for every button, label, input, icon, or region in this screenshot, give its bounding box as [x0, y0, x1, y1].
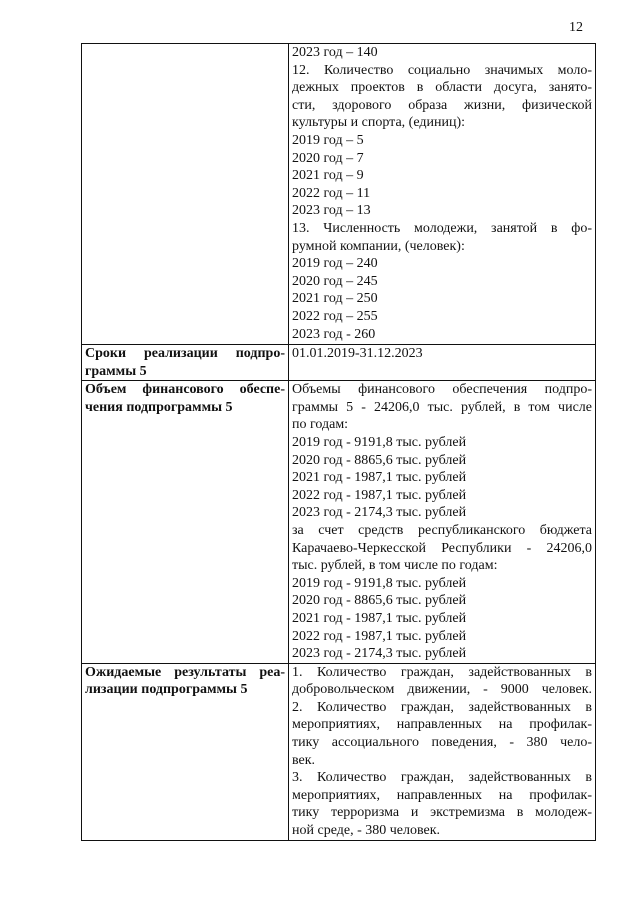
text-line: 2022 год - 1987,1 тыс. рублей: [292, 487, 467, 503]
row-label-funding: [82, 381, 289, 664]
row-value-indicators: [289, 44, 596, 345]
label-line: чения подпрограммы 5: [85, 399, 233, 415]
table-row-expected-results: [82, 663, 596, 840]
label-line: Сроки реализации подпро-: [85, 346, 285, 361]
text-line: 2023 год - 2174,3 тыс. рублей: [292, 505, 467, 521]
text-line: 13. Численность молодежи, занятой в фо-: [292, 220, 592, 236]
row-value-timeline: [289, 345, 596, 381]
text-line: за счет средств республиканского бюджета: [292, 522, 592, 538]
text-line: 2020 год – 245: [292, 273, 378, 289]
text-line: тику ассоциального поведения, - 380 чело-: [292, 735, 592, 751]
text-line: 12. Количество социально значимых моло-: [292, 62, 592, 78]
text-line: 2019 год - 9191,8 тыс. рублей: [292, 434, 467, 450]
text-line: 2023 год – 140: [292, 45, 378, 60]
text-line: 2021 год – 250: [292, 291, 378, 307]
subprogram-passport-table: [81, 43, 596, 841]
text-line: сти, здорового образа жизни, физической: [292, 97, 592, 113]
row-label-expected-results: [82, 663, 289, 840]
text-line: 2023 год – 13: [292, 203, 371, 219]
row-value-funding: [289, 381, 596, 664]
text-line: румной компании, (человек):: [292, 238, 465, 254]
text-line: 2020 год – 7: [292, 150, 364, 166]
text-line: 2019 год - 9191,8 тыс. рублей: [292, 575, 467, 591]
label-line: граммы 5: [85, 363, 147, 379]
row-value-expected-results: [289, 663, 596, 840]
text-line: 2020 год - 8865,6 тыс. рублей: [292, 593, 467, 609]
text-line: 01.01.2019-31.12.2023: [292, 346, 423, 361]
text-line: 2019 год – 5: [292, 132, 364, 148]
text-line: Объемы финансового обеспечения подпро-: [292, 382, 592, 398]
text-line: по годам:: [292, 417, 349, 433]
text-line: мероприятиях, направленных на профилак-: [292, 717, 592, 733]
text-line: 2021 год - 1987,1 тыс. рублей: [292, 470, 467, 486]
label-line: лизации подпрограммы 5: [85, 682, 248, 698]
text-line: 3. Количество граждан, задействованных в: [292, 770, 592, 786]
table-row-funding: [82, 381, 596, 664]
text-line: 2023 год - 260: [292, 326, 376, 342]
text-line: граммы 5 - 24206,0 тыс. рублей, в том числе: [292, 399, 592, 415]
table-row-indicators: [82, 44, 596, 345]
text-line: добровольческом движении, - 9000 человек.: [292, 682, 592, 698]
text-line: дежных проектов в области досуга, занято-: [292, 80, 592, 96]
text-line: тику терроризма и экстремизма в молодеж-: [292, 805, 592, 821]
text-line: 2022 год – 255: [292, 308, 378, 324]
text-line: 2022 год – 11: [292, 185, 371, 201]
text-line: 2021 год - 1987,1 тыс. рублей: [292, 610, 467, 626]
text-line: 1. Количество граждан, задействованных в: [292, 664, 592, 680]
table-row-timeline: [82, 345, 596, 381]
label-line: Объем финансового обеспе-: [85, 382, 285, 398]
text-line: 2019 год – 240: [292, 256, 378, 272]
row-label-empty: [82, 44, 289, 345]
text-line: культуры и спорта, (единиц):: [292, 115, 466, 131]
text-line: 2023 год - 2174,3 тыс. рублей: [292, 646, 467, 662]
text-line: Карачаево-Черкесской Республики - 24206,0: [292, 540, 592, 556]
text-line: 2. Количество граждан, задействованных в: [292, 699, 592, 715]
row-label-timeline: [82, 345, 289, 381]
label-line: Ожидаемые результаты реа-: [85, 664, 285, 680]
text-line: 2022 год - 1987,1 тыс. рублей: [292, 628, 467, 644]
page-number: 12: [569, 20, 583, 35]
text-line: 2020 год - 8865,6 тыс. рублей: [292, 452, 467, 468]
text-line: 2021 год – 9: [292, 168, 364, 184]
text-line: мероприятиях, направленных на профилак-: [292, 787, 592, 803]
text-line: тыс. рублей, в том числе по годам:: [292, 558, 498, 574]
text-line: ной среде, - 380 человек.: [292, 823, 441, 839]
text-line: век.: [292, 752, 316, 768]
